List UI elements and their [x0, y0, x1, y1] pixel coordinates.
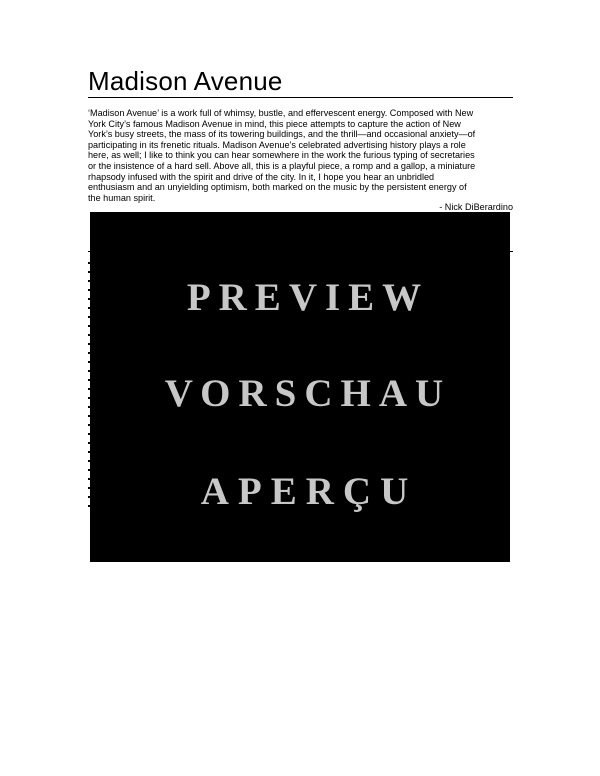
composer-attribution: - Nick DiBerardino [439, 202, 513, 212]
page-title: Madison Avenue [88, 66, 283, 96]
watermark-apercu: APERÇU [200, 470, 418, 513]
preview-watermark [90, 212, 510, 562]
watermark-preview: PREVIEW [186, 276, 430, 319]
title-underline [88, 97, 513, 98]
watermark-vorschau: VORSCHAU [164, 372, 452, 415]
program-note: ‘Madison Avenue’ is a work full of whimsy, bustle, and effervescent energy. Composed with New York City’s famous Madison Avenue in mind, this piece attempts to capture the action of New York’s busy streets, the mass of its towering buildings, and the thrill—and occasional anxiety—of participating in its frenetic rituals. Madison Avenue’s celebrated advertising history plays a role here, as well; I like to think you can hear somewhere in the work the furious typing of secretaries or the insistence of a hard sell. Above all, this is a playful piece, a romp and a gallop, a miniature rhapsody infused with the spirit and drive of the city. In it, I hope you hear an unbridled enthusiasm and an unyielding optimism, both marked on the music by the persistent energy of the human spirit. [88, 108, 476, 203]
